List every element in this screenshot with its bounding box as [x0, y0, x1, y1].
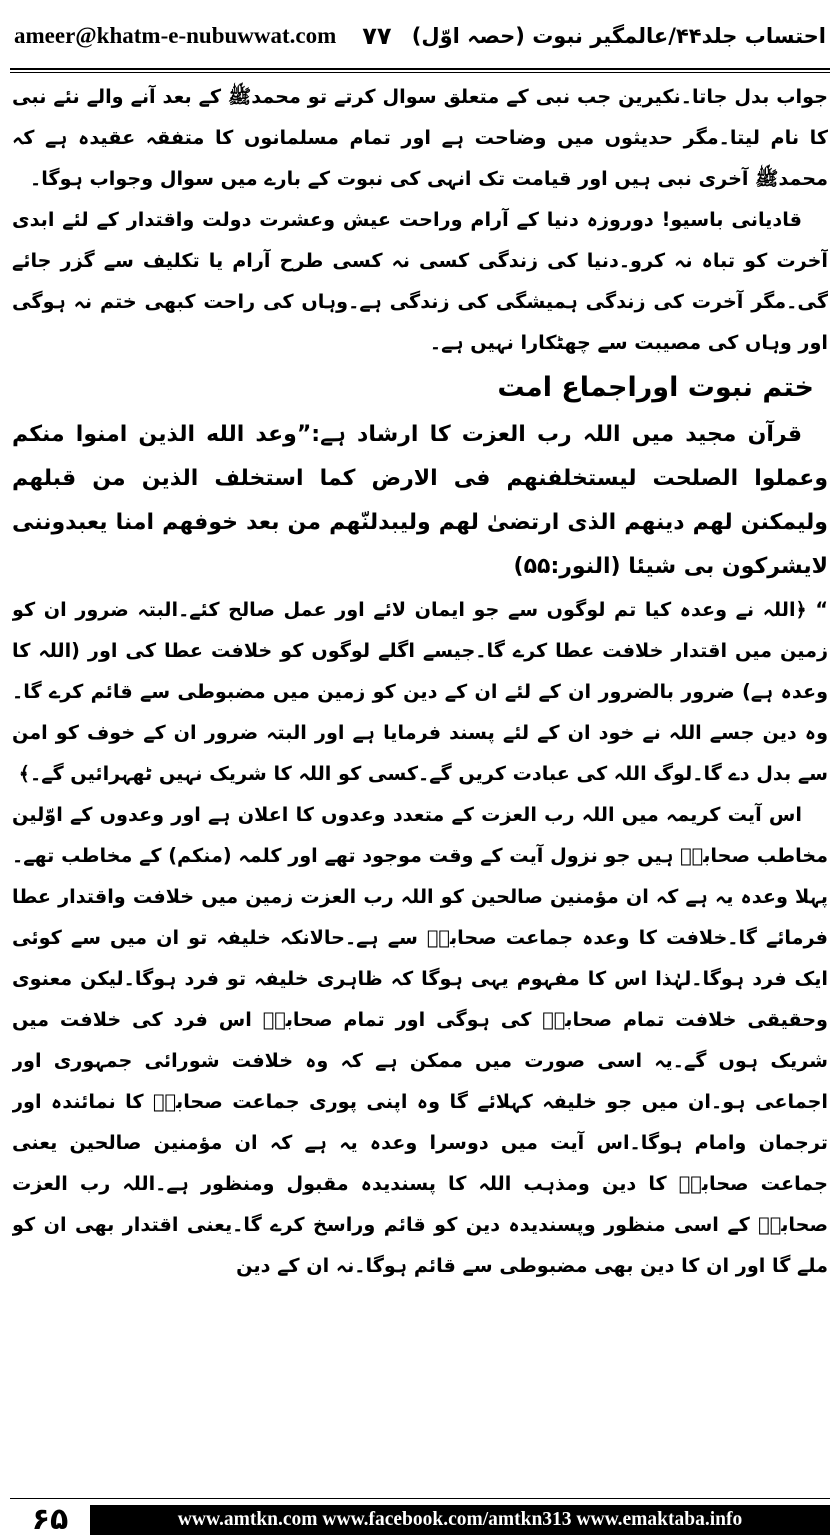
header-divider — [10, 68, 830, 73]
body-paragraph-4: اس آیت کریمہ میں اللہ رب العزت کے متعدد وعدوں کا اعلان ہے اور وعدوں کے اوّلین مخاطب صحابہؓ ہیں جو نزول آیت کے وقت موجود تھے اور کلمہ (منکم) کے مخاطب تھے۔پہلا وعدہ یہ ہے کہ ان مؤمنین صالحین کو اللہ رب العزت زمین میں خلافت واقتدار عطا فرمائے گا۔خلافت کا وعدہ جماعت صحابہؓ سے ہے۔حالانکہ خلیفہ تو ان میں سے کوئی ایک فرد ہوگا۔لہٰذا اس کا مفہوم یہی ہوگا کہ ظاہری خلیفہ تو فرد ہوگا۔لیکن معنوی وحقیقی خلافت تمام صحابہؓ کی ہوگی اور تمام صحابہؓ اس فرد کی خلافت میں شریک ہوں گے۔یہ اسی صورت میں ممکن ہے کہ وہ خلافت شورائی جمہوری اور اجماعی ہو۔ان میں جو خلیفہ کہلائے گا وہ اپنی پوری جماعت صحابہؓ کا نمائندہ اور ترجمان وامام ہوگا۔اس آیت میں دوسرا وعدہ یہ ہے کہ ان مؤمنین صالحین یعنی جماعت صحابہؓ کا دین ومذہب اللہ کا پسندیدہ مقبول ومنظور ہے۔اللہ رب العزت صحابہؓ کے اسی منظور وپسندیدہ دین کو قائم وراسخ کرے گا۔یعنی اقتدار بھی ان کو ملے گا اور ان کا دین بھی مضبوطی سے قائم ہوگا۔نہ ان کے دین — [12, 803, 828, 1277]
section-heading: ختم نبوت اوراجماع امت — [497, 372, 814, 403]
footer-website-links: www.amtkn.com www.facebook.com/amtkn313 www.emaktaba.info — [90, 1505, 830, 1535]
header-left — [14, 22, 392, 50]
footer-divider — [10, 1498, 830, 1499]
page-header — [14, 6, 826, 66]
header-book-title: احتساب جلد۴۴/عالمگیر نبوت (حصہ اوّل) — [411, 24, 826, 48]
body-paragraph-1: جواب بدل جاتا۔نکیرین جب نبی کے متعلق سوال کرتے تو محمدﷺ کے بعد آنے والے نئے نبی کا نام لیتا۔مگر حدیثوں میں وضاحت ہے اور تمام مسلمانوں کا متفقہ عقیدہ ہے کہ محمدﷺ آخری نبی ہیں اور قیامت تک انہی کی نبوت کے بارے میں سوال وجواب ہوگا۔ — [12, 85, 828, 190]
page-footer — [10, 1502, 830, 1538]
verse-arabic-text: وعد الله الذين امنوا منكم وعملوا الصلحت ليستخلفنهم فى الارض كما استخلف الذين من قبلهم وليمكنن لهم دينهم الذى ارتضىٰ لهم وليبدلنّهم من بعد خوفهم امنا يعبدوننى لايشركون بى شيئا (النور:۵۵) — [12, 422, 828, 579]
header-email: ameer@khatm-e-nubuwwat.com — [14, 23, 337, 48]
body-paragraph-2: قادیانی باسیو! دوروزہ دنیا کے آرام وراحت عیش وعشرت دولت واقتدار کے لئے ابدی آخرت کو تباہ نہ کرو۔دنیا کی زندگی کسی نہ کسی طرح آرام یا تکلیف سے گزر جائے گی۔مگر آخرت کی زندگی ہمیشگی کی زندگی ہے۔وہاں کی راحت کبھی ختم نہ ہوگی اور وہاں کی مصیبت سے چھٹکارا نہیں ہے۔ — [12, 208, 828, 354]
verse-translation: “ ﴿اللہ نے وعدہ کیا تم لوگوں سے جو ایمان لائے اور عمل صالح کئے۔البتہ ضرور ان کو زمین میں اقتدار خلافت عطا کرے گا۔جیسے اگلے لوگوں کو خلافت عطا کی اور (اللہ کا وعدہ ہے) ضرور بالضرور ان کے لئے ان کے دین کو زمین میں مضبوطی سے قائم کرے گا۔وہ دین جسے اللہ نے خود ان کے لئے پسند فرمایا ہے اور البتہ ضرور ان کے خوف کو امن سے بدل دے گا۔لوگ اللہ کی عبادت کریں گے۔کسی کو اللہ کا شریک نہیں ٹھہرائیں گے۔﴾ — [12, 598, 828, 785]
footer-page-number: ۶۵ — [31, 1502, 69, 1537]
verse-intro: قرآن مجید میں اللہ رب العزت کا ارشاد ہے:” — [296, 422, 802, 447]
header-page-number: ۷۷ — [362, 22, 392, 50]
quran-verse-block — [12, 413, 828, 589]
page-body — [12, 76, 828, 1456]
